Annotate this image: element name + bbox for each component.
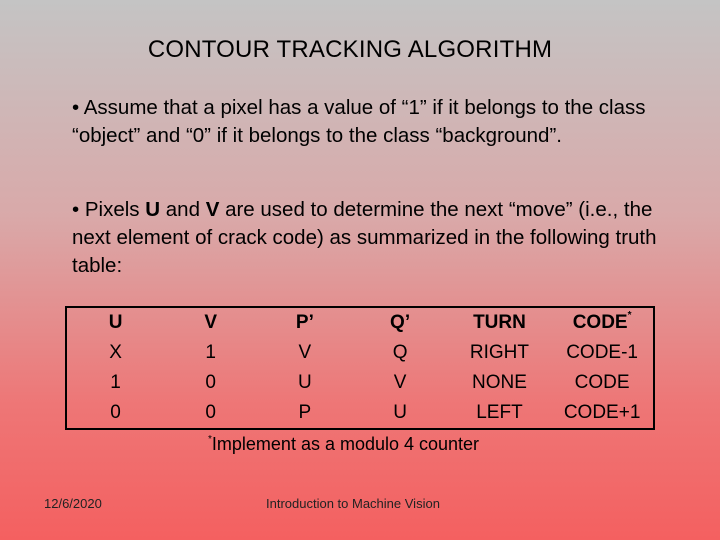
table-row xyxy=(67,368,653,398)
footnote-mark: * xyxy=(208,434,212,445)
header-turn: TURN xyxy=(473,312,526,333)
truth-table-header-row xyxy=(67,308,653,338)
header-p-prime: P’ xyxy=(295,312,314,333)
table-cell: V xyxy=(393,372,407,393)
table-cell: X xyxy=(109,342,122,363)
bullet2-u: U xyxy=(145,198,161,221)
table-cell: 0 xyxy=(205,402,216,423)
table-footnote xyxy=(208,434,479,455)
header-code-label: CODE xyxy=(572,312,628,333)
table-cell: 1 xyxy=(205,342,216,363)
table-cell: U xyxy=(298,372,312,393)
table-cell: 1 xyxy=(110,372,121,393)
header-u: U xyxy=(108,312,123,333)
header-v: V xyxy=(204,312,218,333)
table-cell: CODE xyxy=(574,372,630,393)
header-code-footnote-mark: * xyxy=(627,310,632,321)
bullet-pixels-u-v xyxy=(72,196,672,280)
table-cell: Q xyxy=(392,342,408,363)
table-cell: RIGHT xyxy=(469,342,529,363)
bullet2-text-1: • Pixels xyxy=(72,198,146,221)
table-row xyxy=(67,338,653,368)
table-cell: CODE-1 xyxy=(566,342,638,363)
table-row xyxy=(67,398,653,428)
bullet2-v: V xyxy=(205,198,220,221)
header-q-prime: Q’ xyxy=(390,312,411,333)
table-cell: U xyxy=(393,402,407,423)
table-cell: 0 xyxy=(110,402,121,423)
footer-date: 12/6/2020 xyxy=(44,496,102,511)
bullet-pixel-values: • Assume that a pixel has a value of “1” if it belongs to the class “object” and “0” if it belongs to the class “background”. xyxy=(72,96,646,147)
truth-table xyxy=(65,306,655,430)
slide-title: CONTOUR TRACKING ALGORITHM xyxy=(147,36,553,63)
table-cell: 0 xyxy=(205,372,216,393)
table-cell: V xyxy=(298,342,312,363)
bullet2-text-2: and xyxy=(160,198,206,221)
table-cell: CODE+1 xyxy=(563,402,641,423)
bullet2-text-3: are used to determine the next “move” (i.e., the next element of crack code) as summarized in the following truth table: xyxy=(72,198,657,277)
footer-course-title: Introduction to Machine Vision xyxy=(266,496,440,511)
header-code xyxy=(551,308,653,338)
footnote-text: Implement as a modulo 4 counter xyxy=(211,434,480,454)
table-cell: NONE xyxy=(472,372,527,393)
table-cell: P xyxy=(298,402,312,423)
table-cell: LEFT xyxy=(476,402,523,423)
